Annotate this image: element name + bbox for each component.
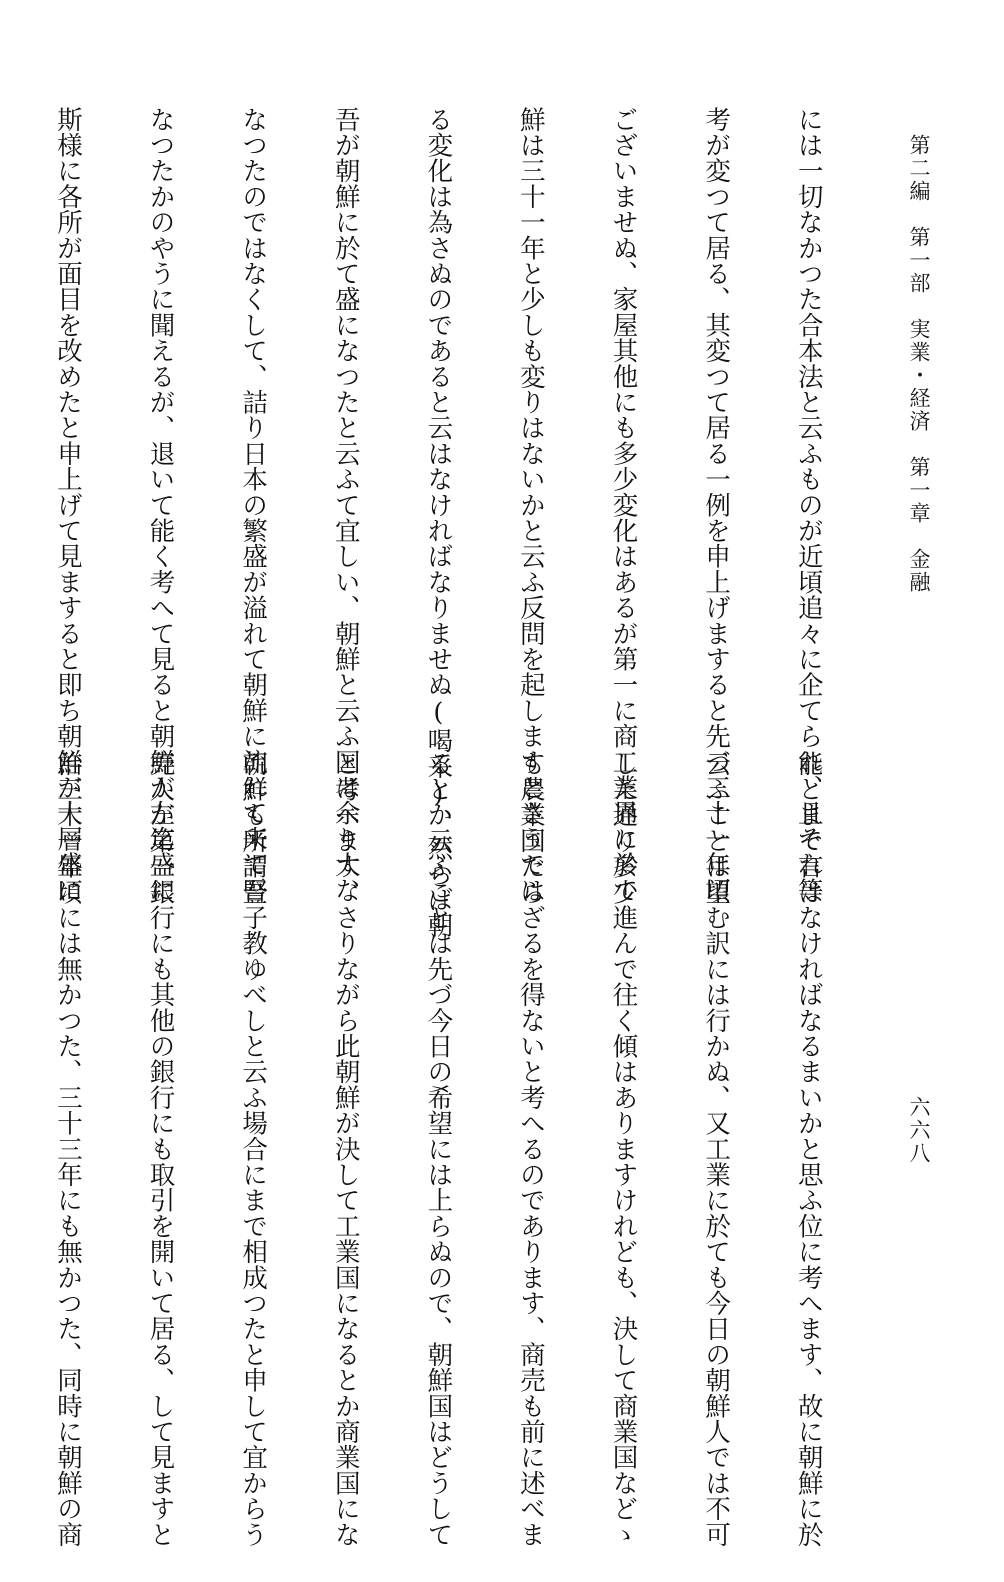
lower-col: した通り多少進んで往く傾はありますけれども、決して商業国などゝ (608, 750, 639, 1548)
lower-col: も農業国たらざるを得ないと考へるのであります、商売も前に述べま (515, 750, 546, 1548)
upper-col: ございませぬ、家屋其他にも多少変化はあるが第一に商工業界に於て (608, 106, 639, 904)
lower-col: 朝鮮も所謂豎子教ゆべしと云ふ場合にまで相成つたと申して宜からう (238, 750, 269, 1548)
upper-col: る変化は為さぬのであると云はなければなりませぬ(喝采)、然らば朝 (423, 106, 454, 938)
running-header: 第二編 第一部 実業・経済 第一章 金融 (907, 134, 931, 594)
lower-col: 売人が第一銀行にも其他の銀行にも取引を開いて居る、して見ますと (145, 750, 176, 1548)
lower-col: 能とまで言はなければなるまいかと思ふ位に考へます、故に朝鮮に於 (793, 750, 824, 1548)
upper-col: 斯様に各所が面目を改めたと申上げて見ますると即ち朝鮮が大層盛に (52, 106, 83, 904)
lower-col: るとか云ふことは先づ今日の希望には上らぬので、朝鮮国はどうして (423, 750, 454, 1548)
upper-text-block (52, 46, 878, 938)
page-number: 六六八 (907, 1096, 931, 1165)
upper-col: 鮮は三十一年と少しも変りはないかと云ふ反問を起しますとさうでは (515, 106, 546, 904)
lower-col: 治三十一年頃には無かつた、三十三年にも無かつた、同時に朝鮮の商 (52, 750, 83, 1548)
lower-col: と考へます、さりながら此朝鮮が決して工業国になるとか商業国にな (330, 750, 361, 1548)
lower-text-block (52, 690, 878, 1548)
upper-col: には一切なかつた合本法と云ふものが近頃追々に企てられ、且それ等 (793, 106, 824, 904)
upper-col: なつたのではなくして、詰り日本の繁盛が溢れて朝鮮に流れて来て吾 (238, 106, 269, 904)
upper-col: なつたかのやうに聞えるが、退いて能く考へて見ると朝鮮が左迄盛に (145, 106, 176, 904)
upper-col: 吾が朝鮮に於て盛になつたと云ふて宜しい、朝鮮と云ふ国は余り大な (330, 106, 361, 904)
upper-col: 考が変つて居る、其変つて居る一例を申上げますると先づ三十一年頃 (701, 106, 732, 904)
lower-col: 云ふことは望む訳には行かぬ、又工業に於ても今日の朝鮮人では不可 (701, 750, 732, 1548)
